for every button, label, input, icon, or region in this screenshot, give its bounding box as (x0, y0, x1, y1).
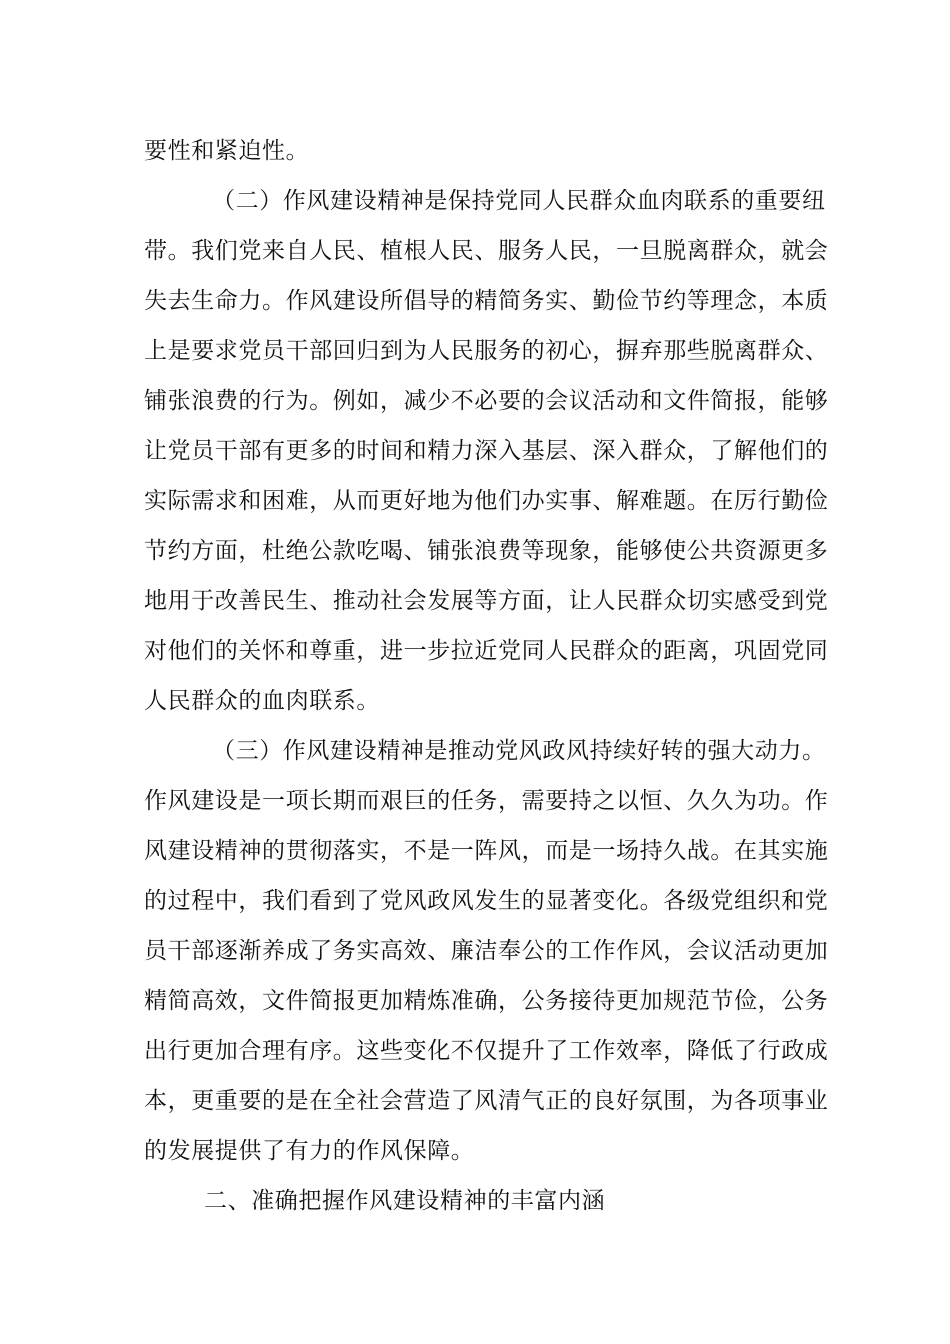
text-line: 本，更重要的是在全社会营造了风清气正的良好氛围，为各项事业 (144, 1088, 829, 1114)
text-line: 铺张浪费的行为。例如，减少不必要的会议活动和文件简报，能够 (144, 388, 829, 414)
text-line: 员干部逐渐养成了务实高效、廉洁奉公的工作作风，会议活动更加 (144, 938, 829, 964)
text-line: 让党员干部有更多的时间和精力深入基层、深入群众，了解他们的 (144, 438, 829, 464)
paragraph-2-heading-line: （二）作风建设精神是保持党同人民群众血肉联系的重要纽 (212, 188, 826, 214)
text-line: 上是要求党员干部回归到为人民服务的初心，摒弃那些脱离群众、 (144, 338, 829, 364)
text-line: 地用于改善民生、推动社会发展等方面，让人民群众切实感受到党 (144, 588, 829, 614)
text-line: 精简高效，文件简报更加精炼准确，公务接待更加规范节俭，公务 (144, 988, 829, 1014)
text-line: 的发展提供了有力的作风保障。 (144, 1138, 475, 1164)
text-line: 风建设精神的贯彻落实，不是一阵风，而是一场持久战。在其实施 (144, 838, 829, 864)
text-line: 要性和紧迫性。 (144, 138, 310, 164)
text-line: 的过程中，我们看到了党风政风发生的显著变化。各级党组织和党 (144, 888, 829, 914)
section-heading: 二、准确把握作风建设精神的丰富内涵 (204, 1188, 606, 1214)
text-line: 对他们的关怀和尊重，进一步拉近党同人民群众的距离，巩固党同 (144, 638, 829, 664)
text-line: 实际需求和困难，从而更好地为他们办实事、解难题。在厉行勤俭 (144, 488, 829, 514)
text-line: 人民群众的血肉联系。 (144, 688, 380, 714)
text-line: 作风建设是一项长期而艰巨的任务，需要持之以恒、久久为功。作 (144, 788, 829, 814)
text-line: 节约方面，杜绝公款吃喝、铺张浪费等现象，能够使公共资源更多 (144, 538, 829, 564)
text-line: 出行更加合理有序。这些变化不仅提升了工作效率，降低了行政成 (144, 1038, 829, 1064)
text-line: 带。我们党来自人民、植根人民、服务人民，一旦脱离群众，就会 (144, 238, 829, 264)
paragraph-3-heading-line: （三）作风建设精神是推动党风政风持续好转的强大动力。 (212, 738, 826, 764)
text-line: 失去生命力。作风建设所倡导的精简务实、勤俭节约等理念，本质 (144, 288, 829, 314)
